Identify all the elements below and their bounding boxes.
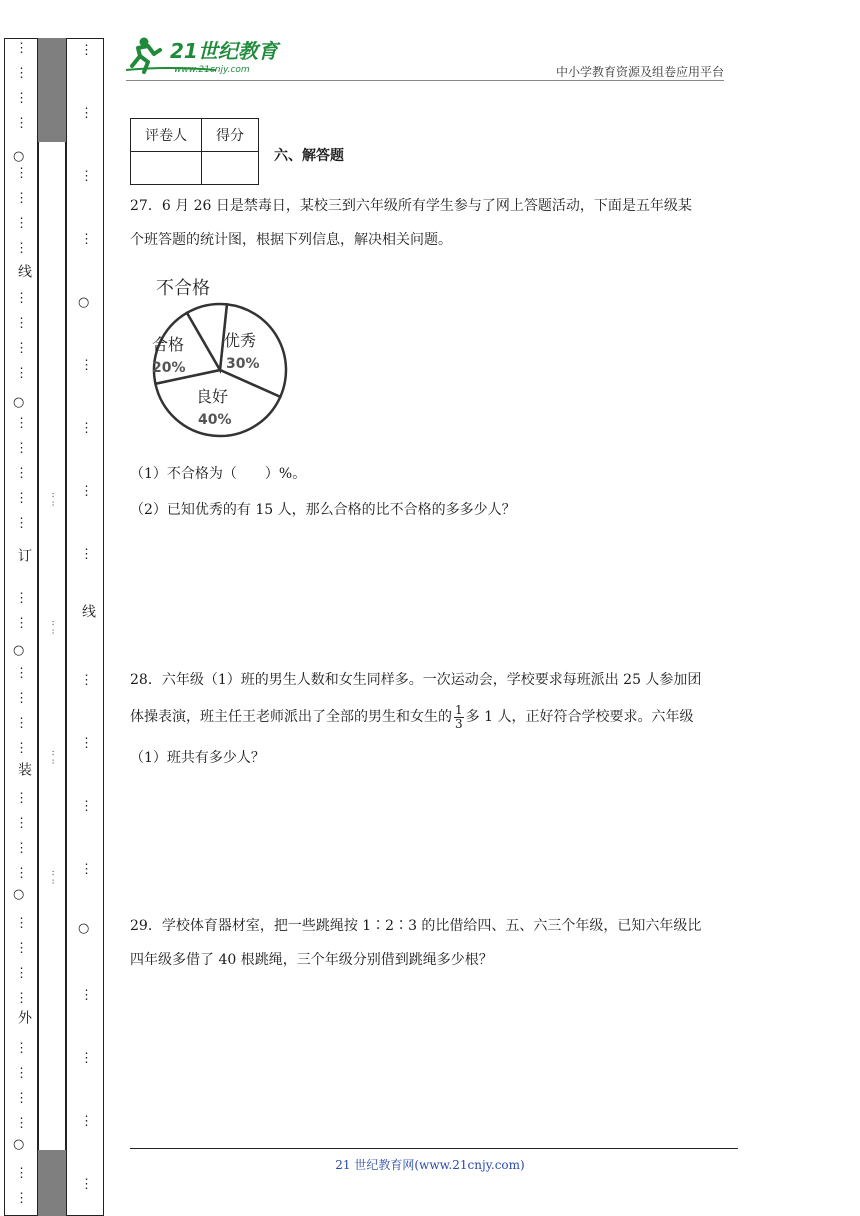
binding-dots-icon: ⋮ bbox=[15, 466, 28, 481]
binding-dots-icon: ⋮ bbox=[15, 291, 28, 306]
middle-dots-3: ·· ·· bbox=[47, 750, 57, 765]
binding-dots-icon: ⋮ bbox=[15, 866, 28, 881]
binding-circle-icon: ○ bbox=[13, 395, 25, 410]
shaded-block-top bbox=[38, 38, 66, 142]
middle-dots-2: ·· ·· bbox=[47, 620, 57, 635]
q28-line-2 bbox=[130, 702, 730, 732]
binding-label-wai: 外 bbox=[16, 1010, 32, 1024]
reviewer-cell[interactable] bbox=[131, 152, 202, 185]
binding-dots-icon: ⋮ bbox=[15, 1116, 28, 1131]
pie-value-pass: 20% bbox=[152, 360, 186, 376]
binding-dots-icon: ⋮ bbox=[80, 1177, 93, 1192]
binding-dots-icon: ⋮ bbox=[15, 816, 28, 831]
pie-value-good: 40% bbox=[198, 412, 232, 428]
binding-dots-icon: ⋮ bbox=[80, 169, 93, 184]
header-divider bbox=[126, 80, 724, 81]
q27-sub-1: （1）不合格为（ ）%。 bbox=[130, 466, 307, 482]
footer-text: 21 世纪教育网(www.21cnjy.com) bbox=[335, 1158, 525, 1172]
binding-dots-icon: ⋮ bbox=[15, 991, 28, 1006]
fraction-one-third: $\frac{1}{3}$ bbox=[455, 702, 463, 731]
binding-label-zhuang: 装 bbox=[16, 762, 32, 776]
binding-dots-icon: ⋮ bbox=[80, 673, 93, 688]
binding-circle-icon: ○ bbox=[78, 921, 90, 936]
binding-dots-icon: ⋮ bbox=[15, 791, 28, 806]
binding-dots-icon: ⋮ bbox=[15, 441, 28, 456]
q28-line-1: 28．六年级（1）班的男生人数和女生同样多。一次运动会，学校要求每班派出 25 人参加团 bbox=[130, 672, 702, 688]
q27-line-2: 个班答题的统计图，根据下列信息，解决相关问题。 bbox=[130, 232, 452, 248]
binding-dots-icon: ⋮ bbox=[15, 116, 28, 131]
binding-dots-icon: ⋮ bbox=[15, 241, 28, 256]
binding-dots-icon: ⋮ bbox=[15, 366, 28, 381]
binding-margin bbox=[0, 38, 104, 1216]
binding-dots-icon: ⋮ bbox=[15, 191, 28, 206]
binding-dots-icon: ⋮ bbox=[15, 416, 28, 431]
runner-logo-icon bbox=[126, 36, 296, 78]
q27-line-1: 27．6 月 26 日是禁毒日，某校三到六年级所有学生参与了网上答题活动，下面是五年级某 bbox=[130, 198, 692, 214]
binding-dots-icon: ⋮ bbox=[80, 43, 93, 58]
score-header: 得分 bbox=[202, 119, 259, 152]
binding-dots-icon: ⋮ bbox=[80, 1051, 93, 1066]
binding-dots-icon: ⋮ bbox=[15, 216, 28, 231]
binding-dots-icon: ⋮ bbox=[15, 716, 28, 731]
score-cell[interactable] bbox=[202, 152, 259, 185]
binding-dots-icon: ⋮ bbox=[15, 1191, 28, 1206]
binding-dots-icon: ⋮ bbox=[15, 1091, 28, 1106]
binding-circle-icon: ○ bbox=[13, 643, 25, 658]
binding-dots-icon: ⋮ bbox=[80, 358, 93, 373]
binding-circle-icon: ○ bbox=[78, 295, 90, 310]
inner-binding-column bbox=[66, 38, 104, 1216]
binding-dots-icon: ⋮ bbox=[15, 841, 28, 856]
score-table bbox=[130, 118, 259, 185]
pie-label-good: 良好 bbox=[196, 387, 229, 406]
pie-label-pass: 合格 bbox=[152, 335, 185, 354]
binding-dots-icon: ⋮ bbox=[15, 41, 28, 56]
binding-dots-icon: ⋮ bbox=[80, 232, 93, 247]
binding-dots-icon: ⋮ bbox=[15, 316, 28, 331]
binding-dots-icon: ⋮ bbox=[15, 341, 28, 356]
binding-dots-icon: ⋮ bbox=[80, 799, 93, 814]
svg-text:www.21cnjy.com: www.21cnjy.com bbox=[174, 65, 250, 75]
q28-line-2b: 多 1 人，正好符合学校要求。六年级 bbox=[465, 709, 694, 725]
binding-dots-icon: ⋮ bbox=[15, 1066, 28, 1081]
binding-dots-icon: ⋮ bbox=[15, 66, 28, 81]
binding-circle-icon: ○ bbox=[13, 887, 25, 902]
binding-dots-icon: ⋮ bbox=[80, 547, 93, 562]
binding-dots-icon: ⋮ bbox=[15, 941, 28, 956]
middle-dots-1: ·· ·· bbox=[47, 492, 57, 507]
q28-line-2a: 体操表演，班主任王老师派出了全部的男生和女生的 bbox=[130, 709, 452, 725]
binding-dots-icon: ⋮ bbox=[80, 736, 93, 751]
binding-circle-icon: ○ bbox=[13, 149, 25, 164]
binding-dots-icon: ⋮ bbox=[80, 106, 93, 121]
binding-dots-icon: ⋮ bbox=[15, 591, 28, 606]
site-logo bbox=[126, 36, 296, 82]
middle-dots-4: ·· ·· bbox=[47, 870, 57, 885]
platform-title: 中小学教育资源及组卷应用平台 bbox=[555, 65, 724, 79]
binding-label-ding: 订 bbox=[16, 548, 32, 562]
binding-dots-icon: ⋮ bbox=[15, 741, 28, 756]
pie-label-excellent: 优秀 bbox=[224, 331, 257, 350]
svg-text:21世纪教育: 21世纪教育 bbox=[170, 39, 278, 63]
footer-divider bbox=[130, 1148, 738, 1149]
q27-sub-2: （2）已知优秀的有 15 人，那么合格的比不合格的多多少人？ bbox=[130, 502, 516, 518]
binding-dots-icon: ⋮ bbox=[15, 616, 28, 631]
pie-label-outside: 不合格 bbox=[156, 278, 210, 299]
binding-label-inner-xian: 线 bbox=[80, 604, 96, 618]
reviewer-header: 评卷人 bbox=[131, 119, 202, 152]
q29-line-2: 四年级多借了 40 根跳绳，三个年级分别借到跳绳多少根？ bbox=[130, 952, 493, 968]
pie-chart bbox=[140, 272, 300, 438]
binding-circle-icon: ○ bbox=[13, 1137, 25, 1152]
binding-dots-icon: ⋮ bbox=[15, 916, 28, 931]
binding-dots-icon: ⋮ bbox=[15, 516, 28, 531]
binding-dots-icon: ⋮ bbox=[15, 91, 28, 106]
binding-dots-icon: ⋮ bbox=[15, 691, 28, 706]
binding-dots-icon: ⋮ bbox=[80, 1114, 93, 1129]
binding-dots-icon: ⋮ bbox=[80, 988, 93, 1003]
binding-dots-icon: ⋮ bbox=[15, 666, 28, 681]
q28-line-3: （1）班共有多少人？ bbox=[130, 750, 265, 766]
binding-dots-icon: ⋮ bbox=[80, 421, 93, 436]
binding-label-xian: 线 bbox=[16, 264, 32, 278]
binding-dots-icon: ⋮ bbox=[15, 966, 28, 981]
binding-dots-icon: ⋮ bbox=[15, 1166, 28, 1181]
binding-dots-icon: ⋮ bbox=[15, 166, 28, 181]
binding-dots-icon: ⋮ bbox=[80, 484, 93, 499]
binding-dots-icon: ⋮ bbox=[80, 862, 93, 877]
q29-line-1: 29．学校体育器材室，把一些跳绳按 1∶2∶3 的比借给四、五、六三个年级，已知六年级比 bbox=[130, 918, 702, 934]
section-title: 六、解答题 bbox=[274, 148, 344, 164]
binding-dots-icon: ⋮ bbox=[15, 491, 28, 506]
binding-dots-icon: ⋮ bbox=[15, 1041, 28, 1056]
pie-value-excellent: 30% bbox=[226, 356, 260, 372]
